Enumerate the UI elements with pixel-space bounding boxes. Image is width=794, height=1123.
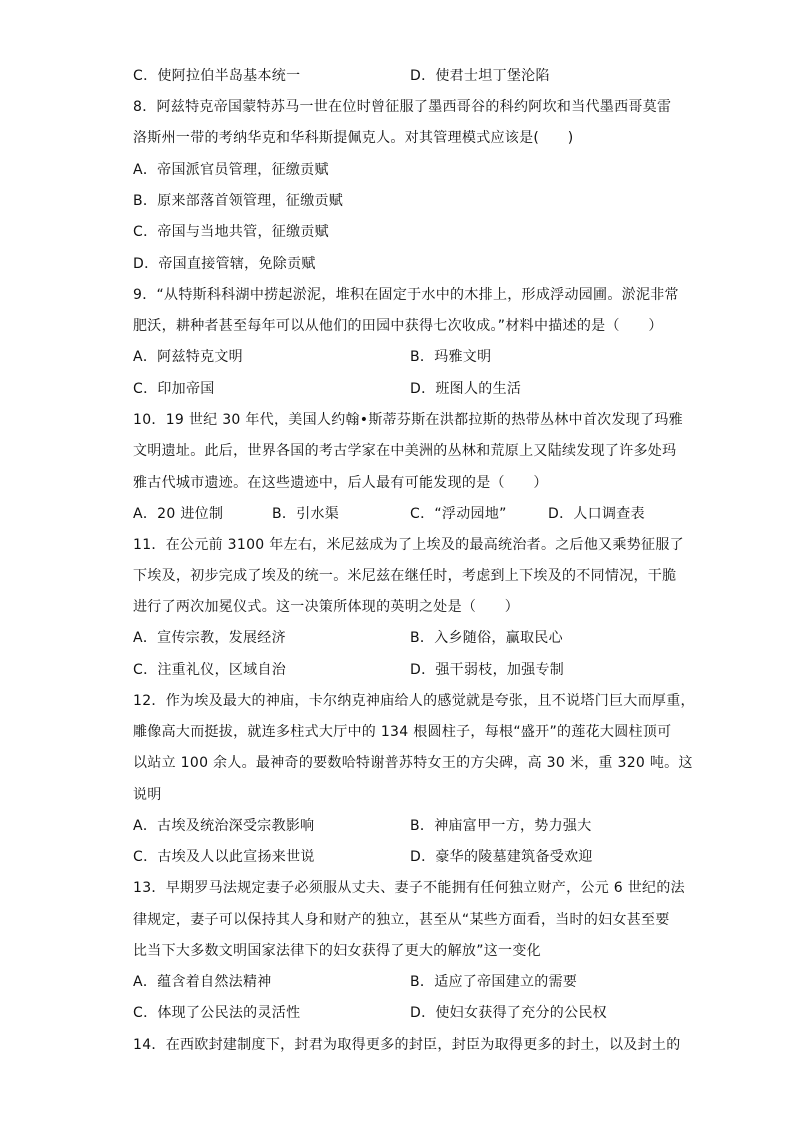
q10-stem-line-1: 10．19 世纪 30 年代，美国人约翰•斯蒂芬斯在洪都拉斯的热带丛林中首次发现了玛雅 (133, 412, 683, 428)
q10-option-c[interactable]: C．“浮动园地” (410, 506, 507, 522)
q12-stem-line-3: 以站立 100 余人。最神奇的要数哈特谢普苏特女王的方尖碑，高 30 米，重 320 吨。这 (133, 755, 693, 771)
q11-stem-line-2: 下埃及，初步完成了埃及的统一。米尼兹在继任时，考虑到上下埃及的不同情况，干脆 (133, 568, 677, 584)
q11-option-b[interactable]: B．入乡随俗，赢取民心 (410, 630, 563, 646)
q11-stem-line-1: 11．在公元前 3100 年左右，米尼兹成为了上埃及的最高统治者。之后他又乘势征服了 (133, 537, 684, 553)
q11-stem-line-3: 进行了两次加冕仪式。这一决策所体现的英明之处是（ ） (133, 599, 520, 615)
q8-option-d[interactable]: D．帝国直接管辖，免除贡赋 (133, 256, 316, 272)
q8-option-b[interactable]: B．原来部落首领管理，征缴贡赋 (133, 193, 344, 209)
q7-option-d[interactable]: D．使君士坦丁堡沦陷 (410, 68, 550, 84)
q10-option-d[interactable]: D．人口调查表 (548, 506, 645, 522)
q12-option-c[interactable]: C．古埃及人以此宣扬来世说 (133, 849, 315, 865)
q12-stem-line-4: 说明 (133, 787, 162, 803)
q13-stem-line-2: 律规定，妻子可以保持其人身和财产的独立，甚至从“某些方面看，当时的妇女甚至要 (133, 912, 670, 928)
q13-option-a[interactable]: A．蕴含着自然法精神 (133, 974, 272, 990)
q12-option-d[interactable]: D．豪华的陵墓建筑备受欢迎 (410, 849, 593, 865)
q9-stem-line-2: 肥沃，耕种者甚至每年可以从他们的田园中获得七次收成。”材料中描述的是（ ） (133, 318, 663, 334)
q12-option-b[interactable]: B．神庙富甲一方，势力强大 (410, 818, 592, 834)
q9-option-b[interactable]: B．玛雅文明 (410, 349, 492, 365)
q9-option-c[interactable]: C．印加帝国 (133, 381, 215, 397)
q10-stem-line-2: 文明遗址。此后，世界各国的考古学家在中美洲的丛林和荒原上又陆续发现了许多处玛 (133, 443, 677, 459)
q12-stem-line-2: 雕像高大而挺拔，就连多柱式大厅中的 134 根圆柱子，每根“盛开”的莲花大圆柱顶可 (133, 724, 672, 740)
q13-option-b[interactable]: B．适应了帝国建立的需要 (410, 974, 578, 990)
q11-option-c[interactable]: C．注重礼仪，区域自治 (133, 662, 287, 678)
q11-option-a[interactable]: A．宣传宗教，发展经济 (133, 630, 286, 646)
q13-stem-line-1: 13．早期罗马法规定妻子必须服从丈夫、妻子不能拥有任何独立财产，公元 6 世纪的法 (133, 880, 685, 896)
q10-option-b[interactable]: B．引水渠 (272, 506, 340, 522)
q13-option-d[interactable]: D．使妇女获得了充分的公民权 (410, 1005, 607, 1021)
q10-option-a[interactable]: A．20 进位制 (133, 506, 224, 522)
q12-stem-line-1: 12．作为埃及最大的神庙，卡尔纳克神庙给人的感觉就是夸张，且不说塔门巨大而厚重， (133, 693, 695, 709)
q14-stem-line-1: 14．在西欧封建制度下，封君为取得更多的封臣，封臣为取得更多的封土，以及封土的 (133, 1037, 681, 1053)
q7-option-c[interactable]: C．使阿拉伯半岛基本统一 (133, 68, 301, 84)
q9-stem-line-1: 9．“从特斯科科湖中捞起淤泥，堆积在固定于水中的木排上，形成浮动园圃。淤泥非常 (133, 287, 679, 303)
q8-stem-line-2: 洛斯州一带的考纳华克和华科斯提佩克人。对其管理模式应该是( ) (133, 130, 574, 146)
q8-option-a[interactable]: A．帝国派官员管理，征缴贡赋 (133, 162, 329, 178)
q10-stem-line-3: 雅古代城市遗迹。在这些遗迹中，后人最有可能发现的是（ ） (133, 475, 548, 491)
q8-option-c[interactable]: C．帝国与当地共管，征缴贡赋 (133, 224, 329, 240)
q11-option-d[interactable]: D．强干弱枝，加强专制 (410, 662, 565, 678)
q8-stem-line-1: 8．阿兹特克帝国蒙特苏马一世在位时曾征服了墨西哥谷的科约阿坎和当代墨西哥莫雷 (133, 99, 672, 115)
q13-option-c[interactable]: C．体现了公民法的灵活性 (133, 1005, 301, 1021)
q9-option-a[interactable]: A．阿兹特克文明 (133, 349, 243, 365)
q12-option-a[interactable]: A．古埃及统治深受宗教影响 (133, 818, 315, 834)
q13-stem-line-3: 比当下大多数文明国家法律下的妇女获得了更大的解放”这一变化 (133, 943, 541, 959)
q9-option-d[interactable]: D．班图人的生活 (410, 381, 522, 397)
